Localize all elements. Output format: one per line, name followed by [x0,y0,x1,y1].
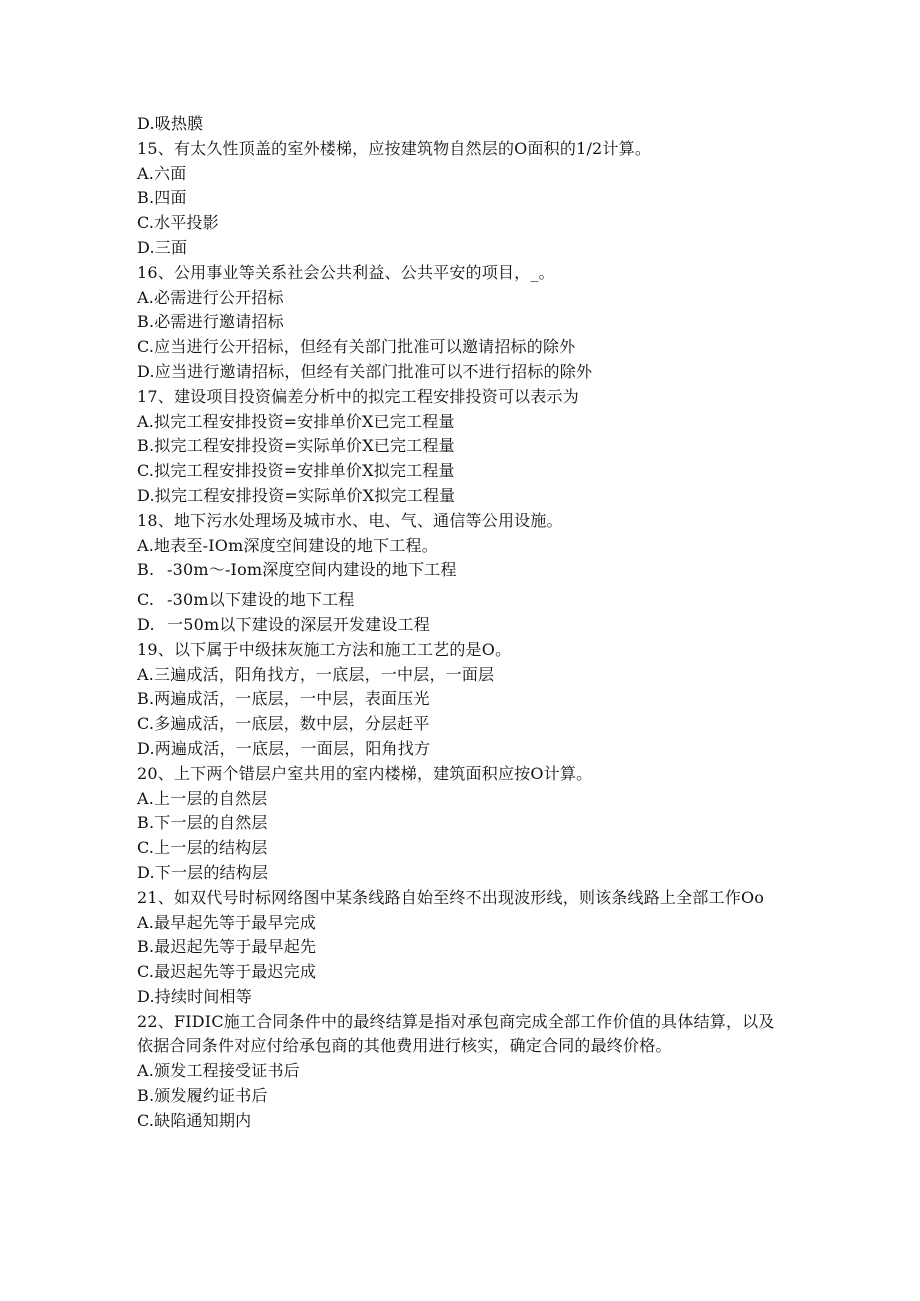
option-19a: A.三遍成活，阳角找方，一底层，一中层，一面层 [137,664,495,684]
option-18b-letter: B. [137,560,155,580]
option-19b: B.两遍成活，一底层，一中层，表面压光 [137,689,430,709]
option-20d: D.下一层的结构层 [137,862,269,882]
option-16b: B.必需进行邀请招标 [137,312,284,332]
option-17b: B.拟完工程安排投资=实际单价X已完工程量 [137,436,455,456]
option-15c: C.水平投影 [137,213,219,233]
option-18a: A.地表至-IOm深度空间建设的地下工程。 [137,535,438,555]
option-16c: C.应当进行公开招标，但经有关部门批准可以邀请招标的除外 [137,337,576,357]
option-17c: C.拟完工程安排投资=安排单价X拟完工程量 [137,461,455,481]
option-22a: A.颁发工程接受证书后 [137,1061,300,1081]
option-18c-text: -30m以下建设的地下工程 [167,590,355,610]
option-15a: A.六面 [137,163,187,183]
question-22: 22、FIDIC施工合同条件中的最终结算是指对承包商完成全部工作价值的具体结算，以及依据合同条件对应付给承包商的其他费用进行核实，确定合同的最终价格。 [137,1011,775,1056]
question-16: 16、公用事业等关系社会公共利益、公共平安的项目，_。 [137,262,555,282]
option-17a: A.拟完工程安排投资=安排单价X已完工程量 [137,411,455,431]
option-21b: B.最迟起先等于最早起先 [137,937,317,957]
option-16d: D.应当进行邀请招标，但经有关部门批准可以不进行招标的除外 [137,361,593,381]
option-15b: B.四面 [137,188,187,208]
option-16a: A.必需进行公开招标 [137,287,284,307]
question-21: 21、如双代号时标网络图中某条线路自始至终不出现波形线，则该条线路上全部工作Oo [137,887,765,907]
option-22c: C.缺陷通知期内 [137,1110,252,1130]
option-20a: A.上一层的自然层 [137,788,268,808]
question-19: 19、以下属于中级抹灰施工方法和施工工艺的是O。 [137,639,512,659]
option-18c-letter: C. [137,590,155,610]
option-18b-text: -30m～-Iom深度空间内建设的地下工程 [167,560,457,580]
option-18d-letter: D. [137,614,155,634]
option-19c: C.多遍成活，一底层，数中层，分层赶平 [137,714,430,734]
question-15: 15、有太久性顶盖的室外楼梯，应按建筑物自然层的O面积的1/2计算。 [137,138,652,158]
option-15d: D.三面 [137,237,188,257]
option-18c [137,588,777,613]
option-22b: B.颁发履约证书后 [137,1086,268,1106]
option-18b [137,558,777,583]
option-14d: D.吸热膜 [137,114,204,133]
question-17: 17、建设项目投资偏差分析中的拟完工程安排投资可以表示为 [137,386,579,406]
option-21c: C.最迟起先等于最迟完成 [137,962,317,982]
option-18d-text: 一50m以下建设的深层开发建设工程 [167,614,430,634]
option-18d [137,613,777,638]
option-19d: D.两遍成活，一底层，一面层，阳角找方 [137,738,431,758]
option-20c: C.上一层的结构层 [137,838,268,858]
option-21a: A.最早起先等于最早完成 [137,912,317,932]
question-20: 20、上下两个错层户室共用的室内楼梯，建筑面积应按O计算。 [137,763,593,783]
question-18: 18、地下污水处理场及城市水、电、气、通信等公用设施。 [137,510,563,530]
option-17d: D.拟完工程安排投资=实际单价X拟完工程量 [137,485,456,505]
option-21d: D.持续时间相等 [137,986,252,1006]
option-20b: B.下一层的自然层 [137,813,268,833]
document-body [137,112,777,1134]
